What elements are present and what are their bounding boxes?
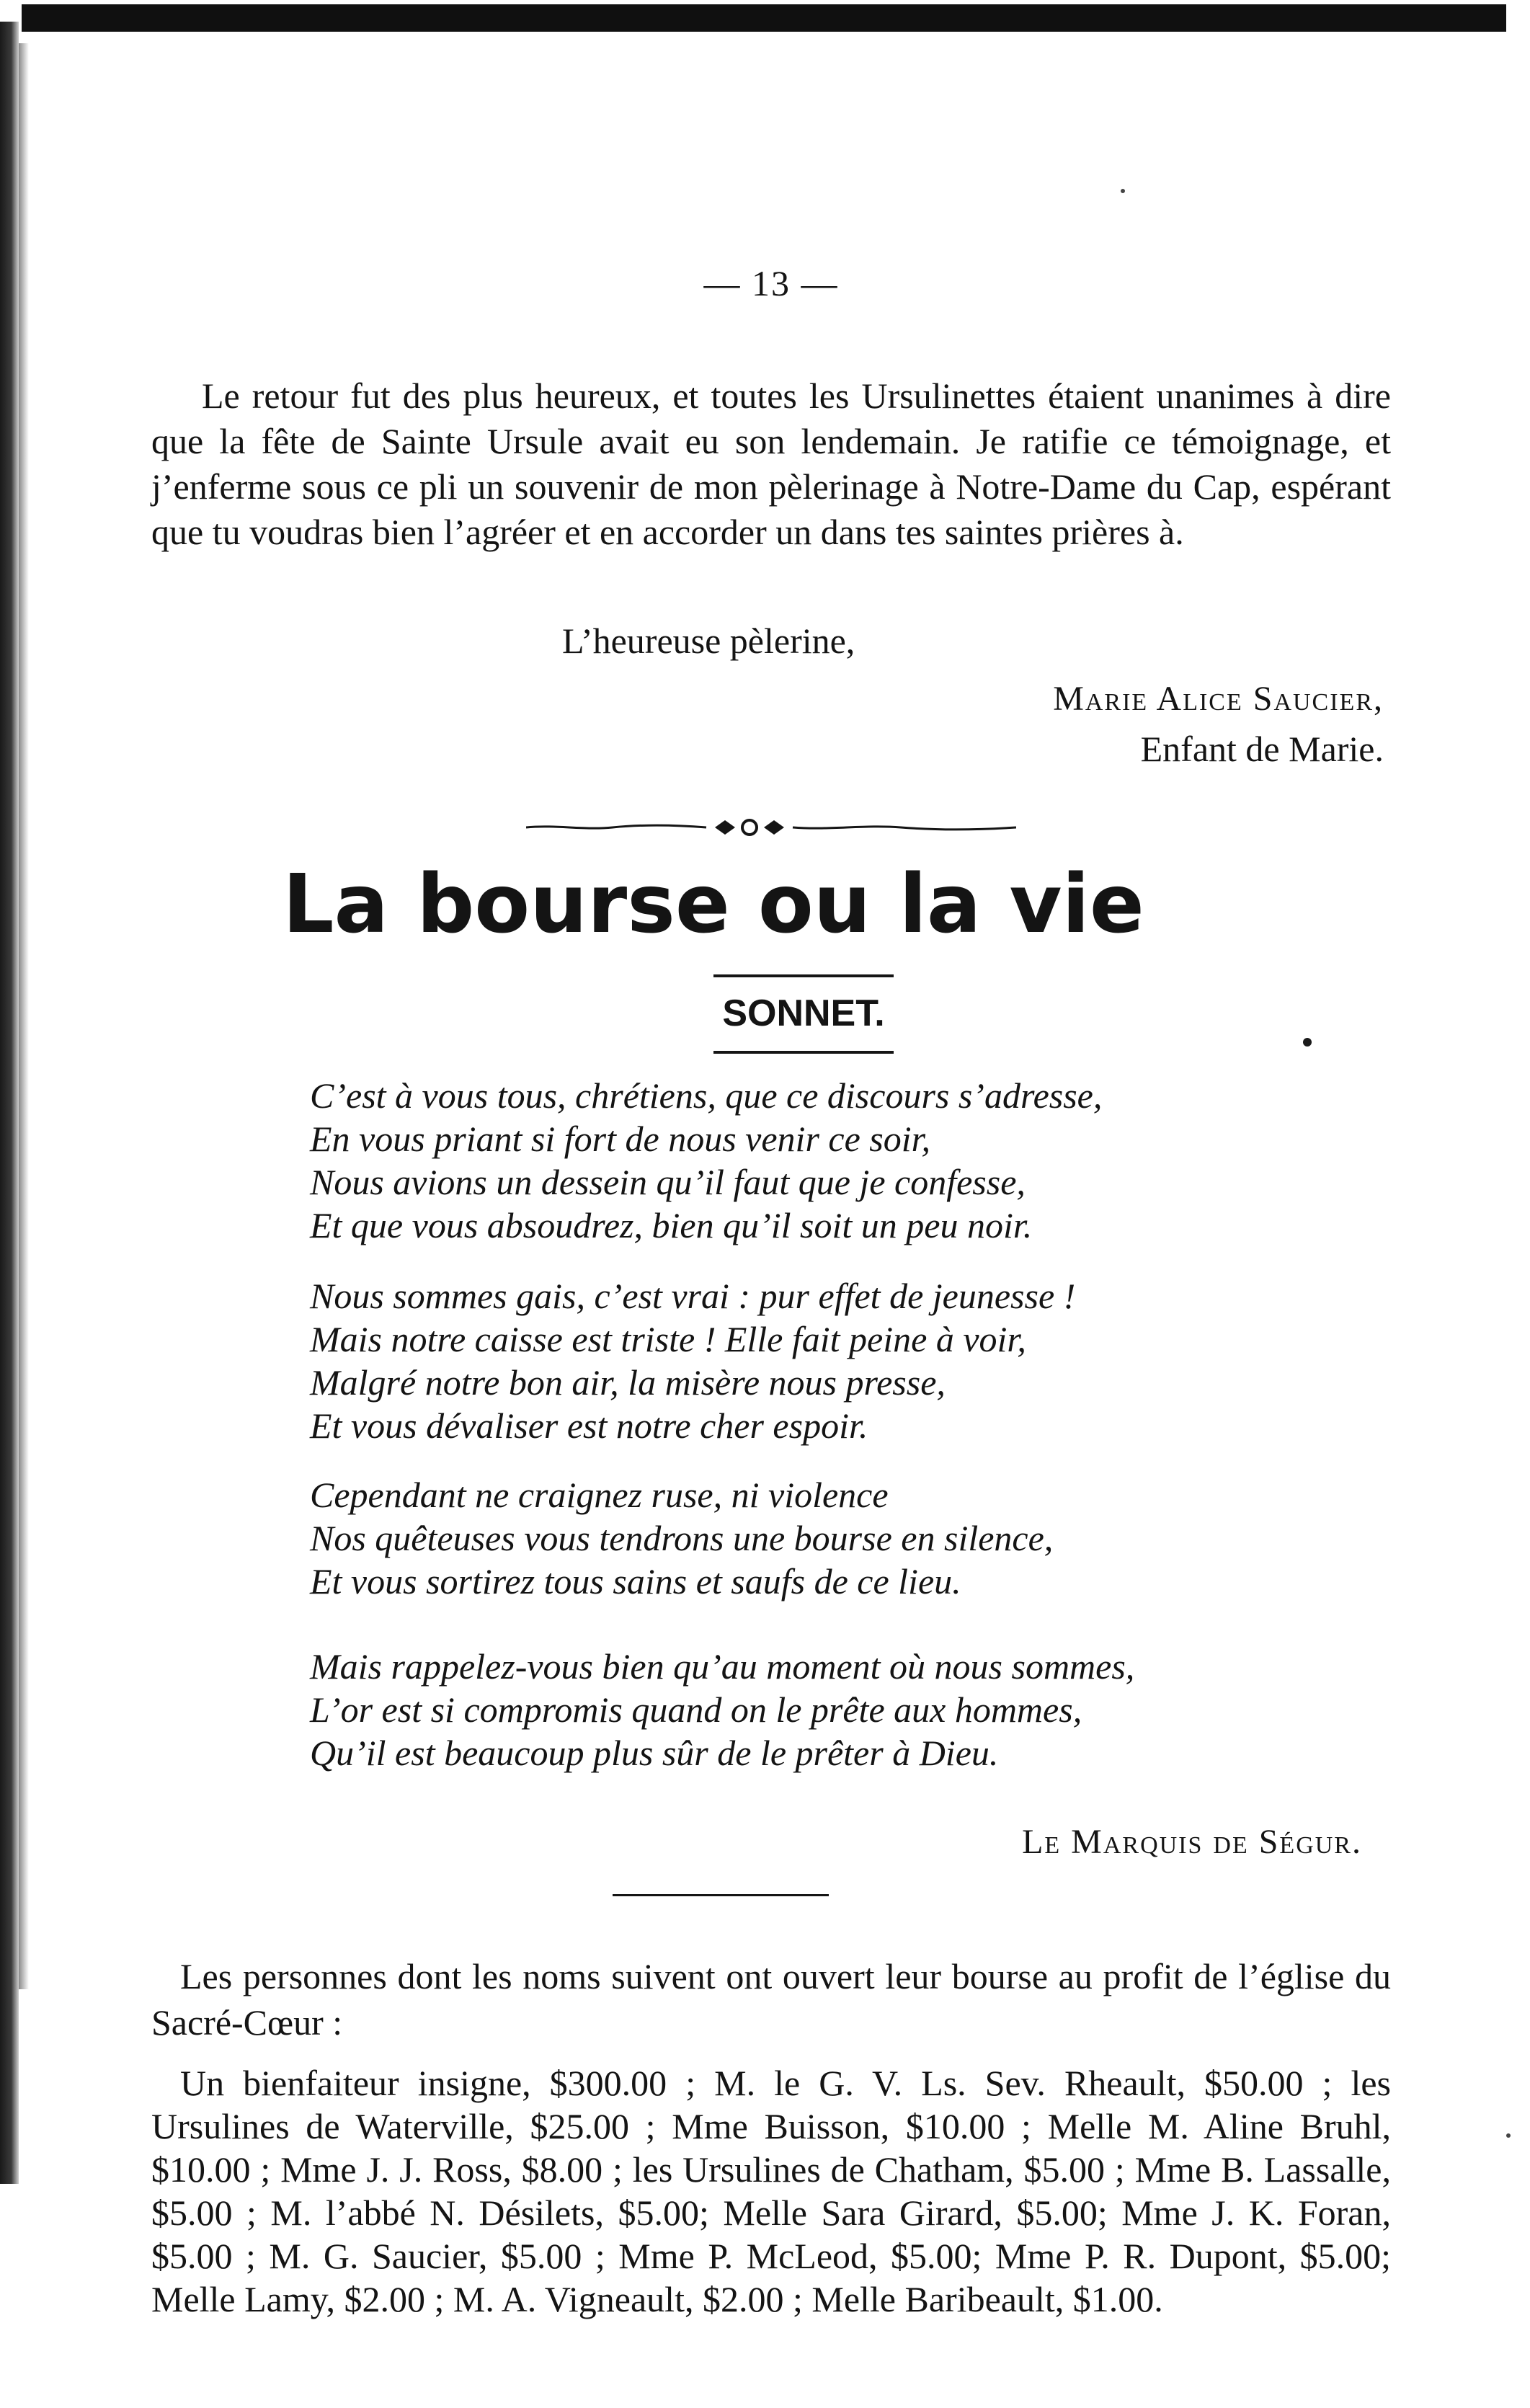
signer-name: Marie Alice Saucier, bbox=[1053, 680, 1384, 718]
sonnet-stanza bbox=[310, 1473, 1391, 1603]
sonnet-stanza bbox=[310, 1074, 1391, 1247]
title-rule-top bbox=[713, 974, 894, 977]
scan-speck bbox=[1121, 189, 1125, 193]
letter-closing: L’heureuse pèlerine, bbox=[562, 621, 855, 661]
verse-line: Mais rappelez-vous bien qu’au moment où nous sommes, bbox=[310, 1646, 1135, 1687]
scan-speck bbox=[1506, 2133, 1511, 2138]
verse-line: Cependant ne craignez ruse, ni violence bbox=[310, 1475, 889, 1515]
scan-left-shadow bbox=[19, 43, 29, 1989]
sonnet-stanza bbox=[310, 1645, 1391, 1774]
verse-line: Qu’il est beaucoup plus sûr de le prêter à Dieu. bbox=[310, 1733, 999, 1773]
scan-top-border bbox=[22, 4, 1506, 32]
verse-line: Nous avions un dessein qu’il faut que je confesse, bbox=[310, 1162, 1026, 1202]
letter-paragraph: Le retour fut des plus heureux, et toutes les Ursulinettes étaient unanimes à dire que la fête de Sainte Ursule avait eu son lendemain. Je ratifie ce témoignage, et j’enferme sous ce pli un souvenir de mon pèlerinage à Notre-Dame du Cap, espérant que tu voudras bien l’agréer et en accorder un dans tes saintes prières à. bbox=[151, 376, 1391, 552]
donors-intro: Les personnes dont les noms suivent ont ouvert leur bourse au profit de l’église du Sacré-Cœur : bbox=[151, 1956, 1391, 2043]
signer-title: Enfant de Marie. bbox=[1140, 729, 1384, 769]
ornamental-divider bbox=[526, 812, 1016, 840]
title-rule-bottom bbox=[713, 1051, 894, 1054]
scan-left-binding-edge bbox=[0, 22, 19, 2184]
sonnet-stanza bbox=[310, 1274, 1391, 1447]
sonnet-attribution: Le Marquis de Ségur. bbox=[1022, 1823, 1362, 1861]
verse-line: Et vous sortirez tous sains et saufs de ce lieu. bbox=[310, 1561, 961, 1601]
ink-dot bbox=[1303, 1038, 1312, 1047]
verse-line: Malgré notre bon air, la misère nous presse, bbox=[310, 1362, 946, 1403]
verse-line: Nos quêteuses vous tendrons une bourse en silence, bbox=[310, 1518, 1054, 1558]
verse-line: Et que vous absoudrez, bien qu’il soit un peu noir. bbox=[310, 1205, 1033, 1245]
section-rule bbox=[613, 1894, 829, 1896]
verse-line: C’est à vous tous, chrétiens, que ce discours s’adresse, bbox=[310, 1075, 1103, 1116]
verse-line: Nous sommes gais, c’est vrai : pur effet de jeunesse ! bbox=[310, 1276, 1076, 1316]
verse-line: Mais notre caisse est triste ! Elle fait peine à voir, bbox=[310, 1319, 1026, 1359]
page-number: — 13 — bbox=[703, 263, 839, 303]
sonnet-label: SONNET. bbox=[722, 992, 885, 1034]
sonnet-title: La bourse ou la vie bbox=[283, 858, 1144, 951]
donors-list: Un bienfaiteur insigne, $300.00 ; M. le G. V. Ls. Sev. Rheault, $50.00 ; les Ursulines de Waterville, $25.00 ; Mme Buisson, $10.00 ; Melle M. Aline Bruhl, $10.00 ; Mme J. J. Ross, $8.00 ; les Ursulines de Chatham, $5.00 ; Mme B. Lassalle, $5.00 ; M. l’abbé N. Désilets, $5.00; Melle Sara Girard, $5.00; Mme J. K. Foran, $5.00 ; M. G. Saucier, $5.00 ; Mme P. McLeod, $5.00; Mme P. R. Dupont, $5.00; Melle Lamy, $2.00 ; M. A. Vigneault, $2.00 ; Melle Baribeault, $1.00. bbox=[151, 2063, 1391, 2319]
verse-line: Et vous dévaliser est notre cher espoir. bbox=[310, 1405, 868, 1446]
verse-line: En vous priant si fort de nous venir ce soir, bbox=[310, 1119, 931, 1159]
verse-line: L’or est si compromis quand on le prête aux hommes, bbox=[310, 1689, 1082, 1730]
